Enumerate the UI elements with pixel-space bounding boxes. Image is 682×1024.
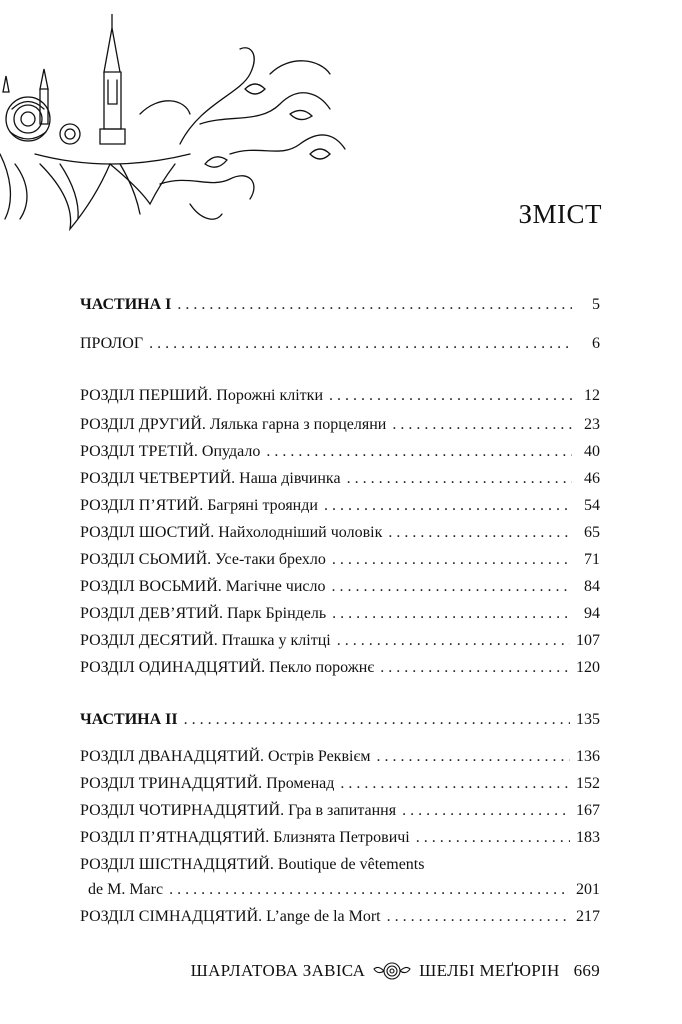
- toc-entry: [80, 524, 600, 548]
- toc-entry: [80, 470, 600, 494]
- toc-entry-page: 183: [576, 829, 600, 846]
- toc-entry-label: РОЗДІЛ ТРЕТІЙ. Опудало: [80, 443, 261, 460]
- leader-dots: [332, 551, 572, 569]
- toc-entry-label: РОЗДІЛ СЬОМИЙ. Усе-таки брехло: [80, 551, 326, 568]
- toc-entry-label: РОЗДІЛ ДВАНАДЦЯТИЙ. Острів Реквієм: [80, 748, 371, 765]
- toc-entry-label: РОЗДІЛ ВОСЬМИЙ. Магічне число: [80, 578, 326, 595]
- toc-entry-page: 135: [576, 711, 600, 728]
- leader-dots: [402, 802, 570, 820]
- leader-dots: [376, 748, 570, 766]
- page-title: ЗМІСТ: [518, 199, 602, 229]
- leader-dots: [347, 470, 572, 488]
- toc-entry-page: 217: [576, 908, 600, 925]
- toc-entry-label: РОЗДІЛ ДЕВ’ЯТИЙ. Парк Бріндель: [80, 605, 327, 622]
- leader-dots: [416, 829, 570, 847]
- toc-entry: [80, 335, 600, 359]
- toc-entry: [80, 605, 600, 629]
- toc-entry: [80, 775, 600, 799]
- toc-entry-page: 6: [592, 335, 600, 352]
- running-footer: [191, 960, 600, 982]
- toc-entry: [80, 881, 600, 905]
- toc-entry-page: 71: [584, 551, 600, 568]
- leader-dots: [340, 775, 570, 793]
- leader-dots: [388, 524, 572, 542]
- toc-entry-page: 12: [584, 387, 600, 404]
- toc-entry-page: 94: [584, 605, 600, 622]
- toc-entry-label: РОЗДІЛ СІМНАДЦЯТИЙ. L’ange de la Mort: [80, 908, 381, 925]
- toc-entry: [80, 829, 600, 853]
- leader-dots: [324, 497, 572, 515]
- toc-entry-label: РОЗДІЛ ТРИНАДЦЯТИЙ. Променад: [80, 775, 335, 792]
- toc-entry-page: 84: [584, 578, 600, 595]
- leader-dots: [380, 659, 570, 677]
- toc-entry: [80, 497, 600, 521]
- leader-dots: [392, 416, 572, 434]
- toc-entry: [80, 578, 600, 602]
- leader-dots: [184, 711, 570, 729]
- toc-entry-page: 23: [584, 416, 600, 433]
- toc-entry: [80, 416, 600, 440]
- toc-entry-page: 40: [584, 443, 600, 460]
- leader-dots: [332, 578, 573, 596]
- toc-entry-label: РОЗДІЛ ДРУГИЙ. Лялька гарна з порцеляни: [80, 416, 387, 433]
- leader-dots: [149, 335, 572, 353]
- toc-entry: [80, 711, 600, 735]
- toc-entry-label: РОЗДІЛ ПЕРШИЙ. Порожні клітки: [80, 387, 324, 404]
- toc-entry: [80, 908, 600, 932]
- rose-icon: [373, 960, 411, 982]
- toc-entry-label: РОЗДІЛ ДЕСЯТИЙ. Пташка у клітці: [80, 632, 331, 649]
- leader-dots: [266, 443, 572, 461]
- toc-entry-page: 201: [576, 881, 600, 898]
- toc-entry-page: 152: [576, 775, 600, 792]
- toc-entry: [80, 296, 600, 320]
- leader-dots: [177, 296, 572, 314]
- toc-entry-page: 5: [592, 296, 600, 313]
- toc-entry-page: 107: [576, 632, 600, 649]
- toc-entry-label: de M. Marc: [88, 881, 164, 898]
- toc-entry: [80, 748, 600, 772]
- leader-dots: [329, 387, 572, 405]
- leader-dots: [337, 632, 570, 650]
- toc-entry: [80, 551, 600, 575]
- toc-entry-page: 54: [584, 497, 600, 514]
- toc-entry: [80, 659, 600, 683]
- toc-entry-label: РОЗДІЛ ЧЕТВЕРТИЙ. Наша дівчинка: [80, 470, 341, 487]
- ornament-illustration: [0, 14, 380, 239]
- toc-entry-label: ПРОЛОГ: [80, 335, 144, 352]
- footer-author: ШЕЛБІ МЕҐЮРІН: [419, 961, 560, 980]
- toc-entry-label: ЧАСТИНА I: [80, 296, 172, 313]
- toc-entry: [80, 802, 600, 826]
- toc-entry-page: 136: [576, 748, 600, 765]
- toc-entry-first-line: РОЗДІЛ ШІСТНАДЦЯТИЙ. Boutique de vêtements: [80, 856, 425, 873]
- leader-dots: [332, 605, 572, 623]
- page-number: 669: [573, 961, 600, 980]
- toc-entry-page: 65: [584, 524, 600, 541]
- leader-dots: [387, 908, 570, 926]
- toc-entry-label: РОЗДІЛ ШОСТИЙ. Найхолодніший чоловік: [80, 524, 383, 541]
- toc-entry: [80, 387, 600, 411]
- toc-entry: [80, 443, 600, 467]
- leader-dots: [169, 881, 570, 899]
- toc-entry-label: РОЗДІЛ П’ЯТИЙ. Багряні троянди: [80, 497, 318, 514]
- toc-entry-label: ЧАСТИНА II: [80, 711, 178, 728]
- toc-entry-page: 120: [576, 659, 600, 676]
- footer-book-title: ШАРЛАТОВА ЗАВІСА: [190, 961, 366, 980]
- toc-entry-label: РОЗДІЛ П’ЯТНАДЦЯТИЙ. Близнята Петровичі: [80, 829, 410, 846]
- toc-entry-label: РОЗДІЛ ОДИНАДЦЯТИЙ. Пекло порожнє: [80, 659, 375, 676]
- toc-entry-label: РОЗДІЛ ЧОТИРНАДЦЯТИЙ. Гра в запитання: [80, 802, 397, 819]
- toc-entry: [80, 632, 600, 656]
- toc-entry-page: 167: [576, 802, 600, 819]
- toc-entry-page: 46: [584, 470, 600, 487]
